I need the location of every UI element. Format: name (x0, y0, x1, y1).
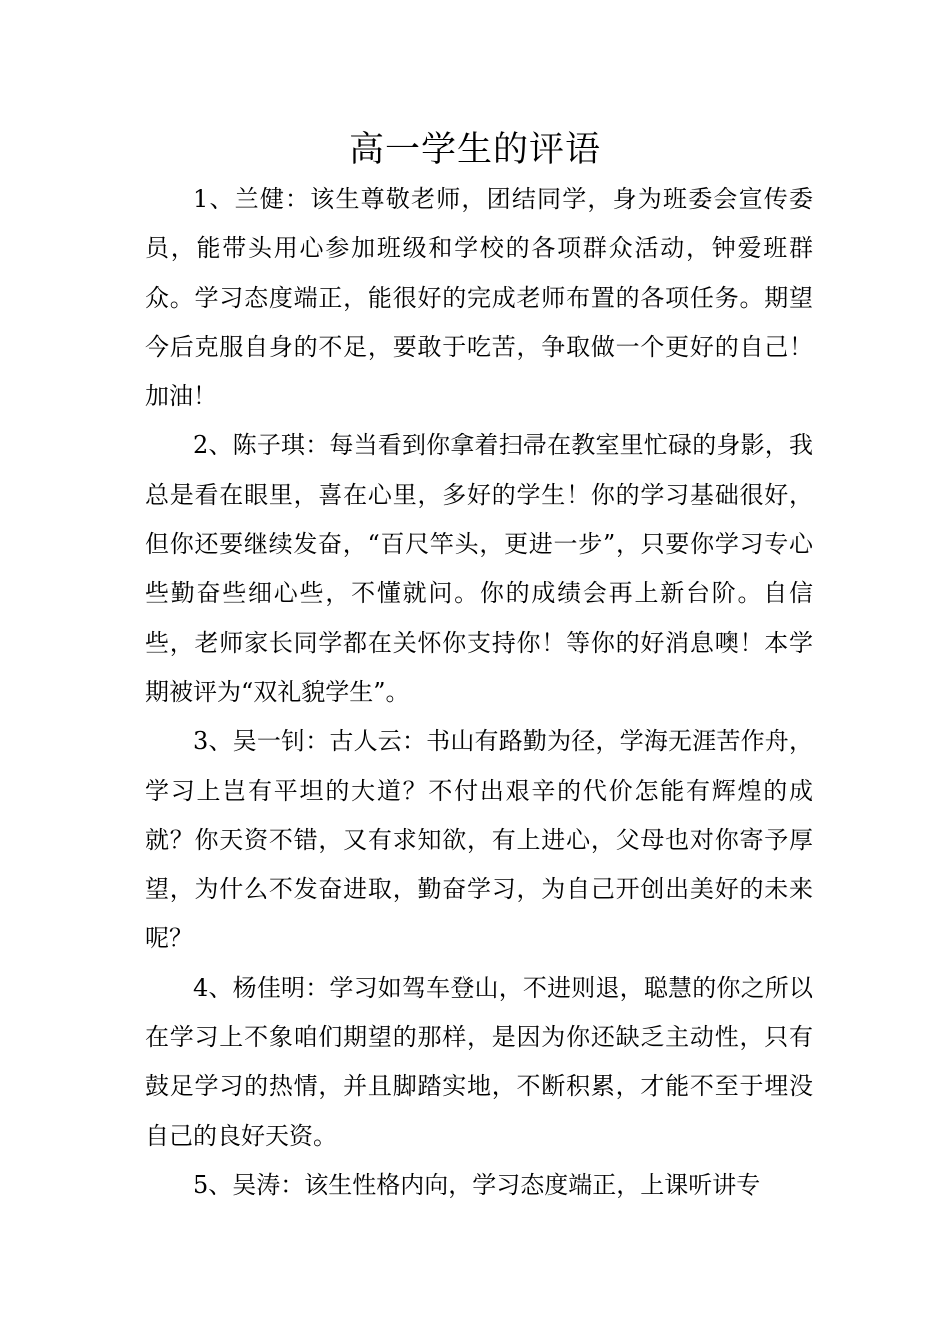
comment-paragraph-4: 4、杨佳明：学习如驾车登山，不进则退，聪慧的你之所以在学习上不象咱们期望的那样，是因为你还缺乏主动性，只有鼓足学习的热情，并且脚踏实地，不断积累，才能不至于埋没自己的良好天资。 (145, 973, 813, 1150)
comment-paragraph-5: 5、吴涛：该生性格内向，学习态度端正，上课听讲专 (193, 1170, 761, 1199)
comment-paragraph-1: 1、兰健：该生尊敬老师，团结同学，身为班委会宣传委员，能带头用心参加班级和学校的各项群众活动，钟爱班群众。学习态度端正，能很好的完成老师布置的各项任务。期望今后克服自身的不足，要敢于吃苦，争取做一个更好的自己！加油！ (145, 185, 813, 411)
document-title: 高一学生的评语 (348, 130, 601, 170)
comment-paragraph-3: 3、吴一钊：古人云：书山有路勤为径，学海无涯苦作舟，学习上岂有平坦的大道？不付出艰辛的代价怎能有辉煌的成就？你天资不错，又有求知欲，有上进心，父母也对你寄予厚望，为什么不发奋进取，勤奋学习，为自己开创出美好的未来呢？ (145, 727, 813, 953)
document-body (145, 175, 813, 1210)
comment-paragraph-2: 2、陈子琪：每当看到你拿着扫帚在教室里忙碌的身影，我总是看在眼里，喜在心里，多好的学生！你的学习基础很好，但你还要继续发奋，“百尺竿头，更进一步”，只要你学习专心些勤奋些细心些，不懂就问。你的成绩会再上新台阶。自信些，老师家长同学都在关怀你支持你！等你的好消息噢！本学期被评为“双礼貌学生”。 (145, 431, 813, 706)
